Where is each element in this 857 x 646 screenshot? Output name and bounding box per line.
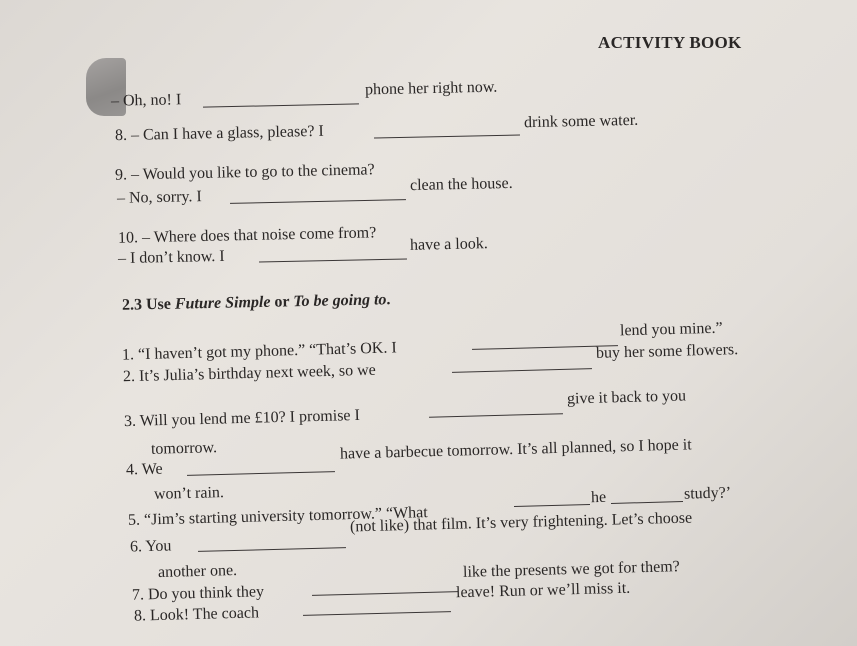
- item5-blank-a[interactable]: [514, 504, 590, 507]
- section-term-future-simple: Future Simple: [174, 293, 271, 313]
- q9-blank[interactable]: [230, 199, 406, 204]
- item6-before: 6. You: [129, 537, 172, 556]
- item1-after: lend you mine.”: [619, 319, 723, 340]
- item3-after: give it back to you: [566, 387, 687, 408]
- section-number: 2.3 Use: [121, 295, 172, 314]
- item1-before: 1. “I haven’t got my phone.” “That’s OK. I: [121, 339, 397, 364]
- section-title: [122, 291, 391, 315]
- q10-line1: 10. – Where does that noise come from?: [117, 224, 377, 247]
- q7-before: – Oh, no! I: [110, 91, 182, 110]
- item7-after: like the presents we got for them?: [462, 558, 681, 581]
- q10-before: – I don’t know. I: [117, 247, 225, 268]
- q8-blank[interactable]: [374, 134, 520, 138]
- item5-after: study?’: [683, 484, 732, 503]
- q10-blank[interactable]: [259, 258, 407, 262]
- section-end: .: [386, 291, 391, 309]
- q7-blank[interactable]: [203, 103, 359, 107]
- item5-blank-b[interactable]: [611, 501, 683, 504]
- item2-blank[interactable]: [452, 368, 592, 373]
- item2-after: buy her some flowers.: [595, 341, 739, 362]
- item4-after: have a barbecue tomorrow. It’s all planned, so I hope it: [339, 436, 692, 463]
- q9-before: – No, sorry. I: [116, 188, 202, 207]
- section-term-going-to: To be going to: [293, 291, 387, 311]
- q7-after: phone her right now.: [364, 78, 498, 99]
- item8-after: leave! Run or we’ll miss it.: [455, 579, 631, 602]
- item5-mid: he: [590, 488, 607, 507]
- page-header: ACTIVITY BOOK: [598, 33, 742, 52]
- q10-after: have a look.: [409, 235, 488, 254]
- item8-before: 8. Look! The coach: [133, 604, 260, 625]
- item7-blank[interactable]: [312, 591, 458, 596]
- item4-blank[interactable]: [187, 471, 335, 476]
- item3-before: 3. Will you lend me £10? I promise I: [123, 406, 361, 431]
- q8-after: drink some water.: [523, 111, 639, 132]
- q9-line1: 9. – Would you like to go to the cinema?: [114, 161, 375, 184]
- q9-after: clean the house.: [409, 174, 513, 195]
- item8-blank[interactable]: [303, 611, 451, 616]
- item5-before: 5. “Jim’s starting university tomorrow.” “What: [127, 504, 428, 529]
- item7-before: 7. Do you think they: [131, 583, 265, 604]
- item3-cont: tomorrow.: [150, 439, 218, 458]
- item6-cont: another one.: [157, 561, 238, 582]
- q8-before: 8. – Can I have a glass, please? I: [114, 122, 324, 145]
- item4-cont: won’t rain.: [153, 484, 225, 503]
- item6-blank[interactable]: [198, 547, 346, 552]
- item2-before: 2. It’s Julia’s birthday next week, so we: [122, 361, 377, 386]
- item6-after: (not like) that film. It’s very frightening. Let’s choose: [349, 509, 693, 536]
- section-or: or: [274, 293, 290, 311]
- item3-blank[interactable]: [429, 413, 563, 418]
- item4-before: 4. We: [125, 460, 163, 479]
